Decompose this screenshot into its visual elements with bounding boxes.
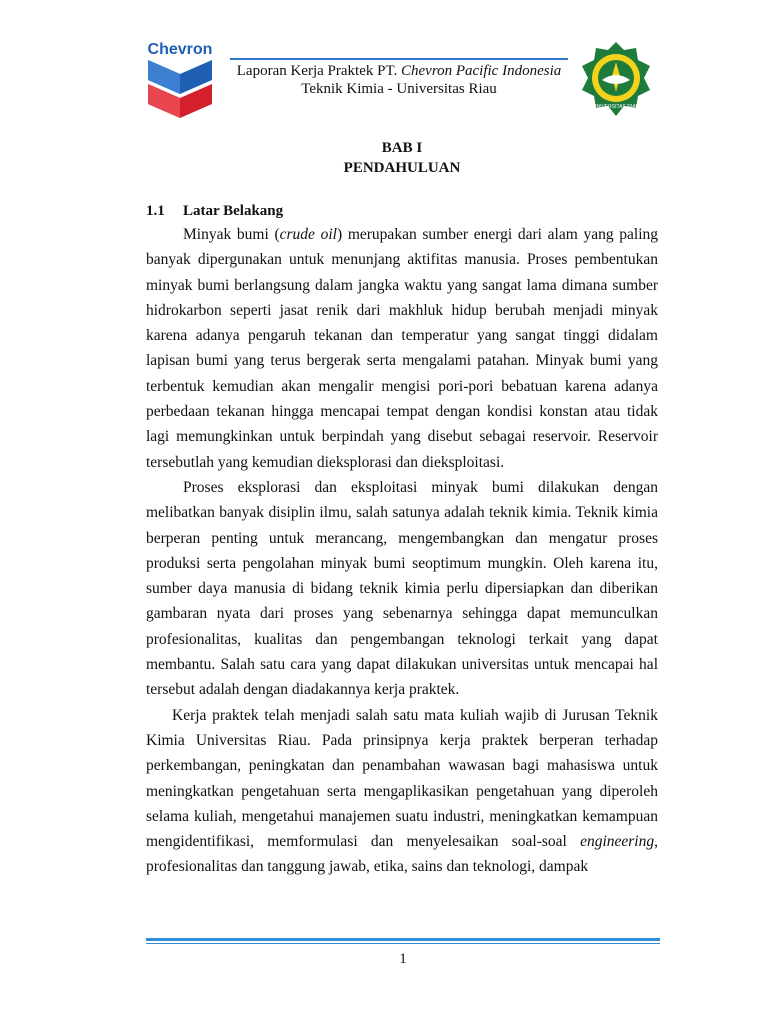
chapter-title: PENDAHULUAN	[343, 160, 461, 176]
page-number: 1	[399, 951, 407, 967]
paragraph-3	[146, 703, 658, 880]
running-header	[230, 62, 568, 98]
chevron-logo	[140, 40, 220, 118]
paragraph-1-start: Minyak bumi (	[183, 226, 280, 243]
section-title: Latar Belakang	[183, 203, 284, 219]
universitas-riau-logo	[580, 40, 652, 118]
paragraph-3-start: Kerja praktek telah menjadi salah satu mata kuliah wajib di Jurusan Teknik Kimia Universitas Riau. Pada prinsipnya kerja praktek berperan terhadap perkembangan, peningkatan dan penambahan wawasan bagi mahasiswa untuk meningkatkan pengetahuan serta mengaplikasikan pengetahuan yang diperoleh selama kuliah, mengetahui manajemen suatu industri, meningkatkan kemampuan mengidentifikasi, memformulasi dan menyelesaikan soal-soal	[146, 706, 658, 851]
paragraph-1-italic: crude oil	[279, 226, 337, 243]
chevron-logo-wordmark: Chevron	[147, 41, 213, 58]
section-number: 1.1	[146, 203, 165, 219]
body-text	[146, 222, 658, 880]
chapter-heading	[146, 138, 658, 178]
header-line1-italic: Chevron Pacific Indonesia	[401, 63, 562, 79]
header-rule	[230, 58, 568, 60]
paragraph-1-rest: ) merupakan sumber energi dari alam yang paling banyak dipergunakan untuk menunjang aktifitas manusia. Proses pembentukan minyak bumi berlangsung dalam jangka waktu yang sangat lama dimana sumber hidrokarbon seperti jasat renik dari makhluk hidup berubah menjadi minyak karena adanya pengaruh tekanan dan temperatur yang sangat tinggi didalam lapisan bumi yang terus bergerak serta mengalami patahan. Minyak bumi yang terbentuk kemudian akan mengalir mengisi pori-pori bebatuan karena adanya perbedaan tekanan hingga mencapai tempat dengan kondisi konstan atau tidak lagi memungkinkan untuk berpindah yang disebut sebagai reservoir. Reservoir tersebutlah yang kemudian dieksplorasi dan dieksploitasi.	[146, 226, 659, 471]
paragraph-1	[146, 222, 658, 475]
chapter-number: BAB I	[381, 140, 423, 156]
section-heading	[146, 203, 283, 220]
header-line2: Teknik Kimia - Universitas Riau	[301, 81, 497, 97]
paragraph-2: Proses eksplorasi dan eksploitasi minyak bumi dilakukan dengan melibatkan banyak disiplin ilmu, salah satunya adalah teknik kimia. Teknik kimia berperan penting untuk merancang, mengembangkan dan mengatur proses produksi serta pengolahan minyak bumi seoptimum mungkin. Oleh karena itu, sumber daya manusia di bidang teknik kimia perlu dipersiapkan dan diberikan gambaran nyata dari proses yang sebenarnya sehingga dapat memunculkan profesionalitas, kualitas dan pengembangan teknologi terkait yang dapat membantu. Salah satu cara yang dapat dilakukan universitas untuk mencapai hal tersebut adalah dengan diadakannya kerja praktek.	[146, 478, 658, 699]
header-line1-prefix: Laporan Kerja Praktek PT.	[236, 63, 401, 79]
paragraph-3-italic: engineering	[580, 833, 655, 851]
paragraph-3-rest: , profesionalitas dan tanggung jawab, etika, sains dan teknologi, dampak	[146, 833, 658, 876]
unri-logo-text: UNIVERSITAS RIAU	[592, 104, 640, 110]
footer-rule	[146, 938, 660, 944]
